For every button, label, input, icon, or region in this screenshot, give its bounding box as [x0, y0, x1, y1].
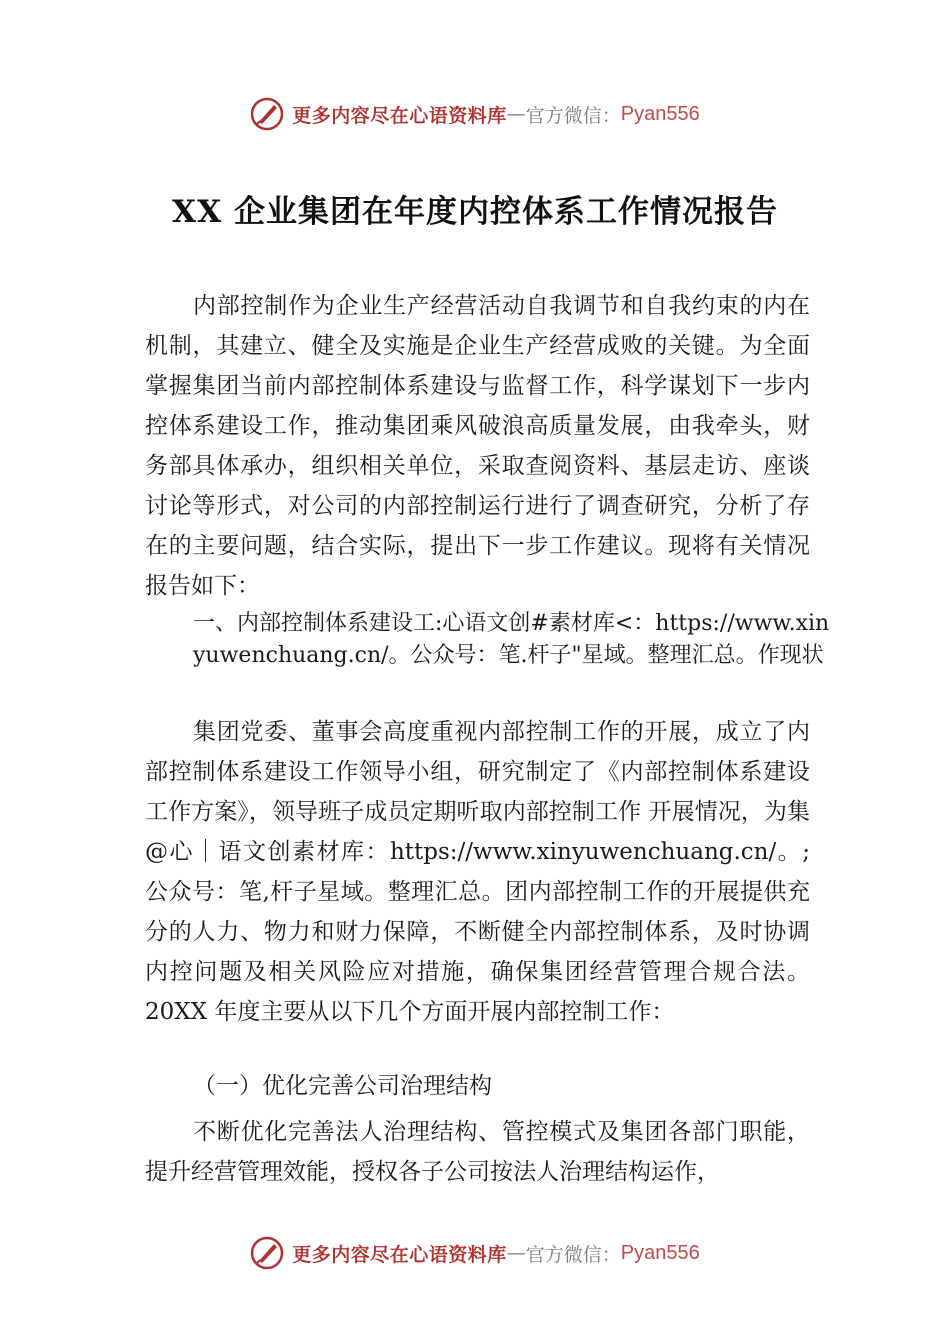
paragraph-status: 集团党委、董事会高度重视内部控制工作的开展，成立了内部控制体系建设工作领导小组，研究制定了《内部控制体系建设工作方案》，领导班子成员定期听取内部控制工作 开展情况，为集@心｜语文创素材库：https://www.xinyuwenchuang.cn/。;公众号：笔,杆子星域。整理汇总。团内部控制工作的开展提供充分的人力、物力和财力保障，不断健全内部控制体系，及时协调内控问题及相关风险应对措施，确保集团经营管理合规合法。20XX 年度主要从以下几个方面开展内部控制工作：	[145, 719, 810, 1025]
watermark-wechat-id: Pyan556	[620, 102, 700, 125]
section-heading-1: 一、内部控制体系建设工:心语文创#素材库<：https://www.xinyuwenchuang.cn/。公众号：笔.杆子"星域。整理汇总。作现状	[193, 611, 830, 668]
watermark-label: 官方微信：	[525, 1243, 621, 1266]
subsection-heading-1: （一）优化完善公司治理结构	[193, 1073, 492, 1099]
footer-watermark	[0, 1233, 950, 1273]
watermark-separator: —	[506, 1242, 526, 1264]
paragraph-governance: 不断优化完善法人治理结构、管控模式及集团各部门职能，提升经营管理效能，授权各子公司按法人治理结构运作，	[145, 1119, 810, 1185]
watermark-wechat-id: Pyan556	[620, 1241, 700, 1264]
quill-pen-icon	[250, 97, 284, 131]
watermark-separator: —	[506, 103, 526, 125]
watermark-label: 官方微信：	[525, 104, 621, 127]
watermark-brand-text: 更多内容尽在心语资料库	[292, 104, 507, 127]
quill-pen-icon	[250, 1236, 284, 1270]
watermark-brand-text: 更多内容尽在心语资料库	[292, 1243, 507, 1266]
header-watermark	[0, 94, 950, 134]
document-title: XX 企业集团在年度内控体系工作情况报告	[172, 194, 778, 230]
paragraph-intro: 内部控制作为企业生产经营活动自我调节和自我约束的内在机制，其建立、健全及实施是企业生产经营成败的关键。为全面掌握集团当前内部控制体系建设与监督工作，科学谋划下一步内控体系建设工作，推动集团乘风破浪高质量发展，由我牵头，财务部具体承办，组织相关单位，采取查阅资料、基层走访、座谈讨论等形式，对公司的内部控制运行进行了调查研究，分析了存在的主要问题，结合实际，提出下一步工作建议。现将有关情况报告如下：	[145, 293, 810, 599]
